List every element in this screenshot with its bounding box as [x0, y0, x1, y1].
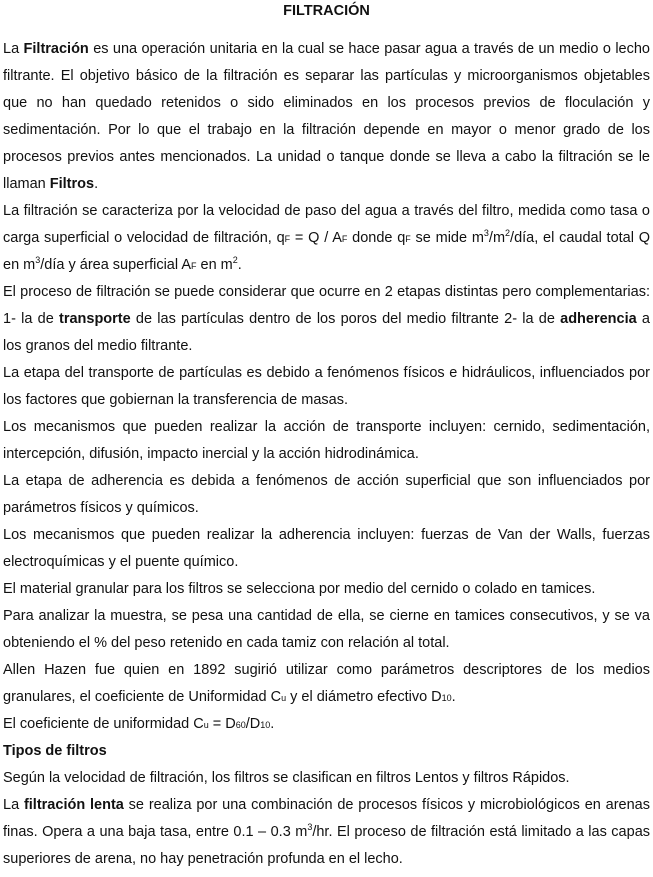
- paragraph-adherence-stage: La etapa de adherencia es debida a fenómenos de acción superficial que son influenciados por parámetros físicos y químicos.: [3, 473, 650, 516]
- paragraph-hazen: Allen Hazen fue quien en 1892 sugirió utilizar como parámetros descriptores de los medios granulares, el coeficiente de Uniformidad Cu y el diámetro efectivo D10.: [3, 662, 650, 705]
- paragraph-definition: La Filtración es una operación unitaria en la cual se hace pasar agua a través de un medio o lecho filtrante. El objetivo básico de la filtración es separar las partículas y microorganismos objetables que no han quedado retenidos o sido eliminados en los procesos previos de floculación y sedimentación. Por lo que el trabajo en la filtración depende en mayor o menor grado de los procesos previos antes mencionados. La unidad o tanque donde se lleva a cabo la filtración se le llaman Filtros.: [3, 41, 650, 192]
- document-body: [3, 36, 650, 873]
- term-filtracion: Filtración: [23, 41, 89, 57]
- paragraph-sample-analysis: Para analizar la muestra, se pesa una cantidad de ella, se cierne en tamices consecutivos, y se va obteniendo el % del peso retenido en cada tamiz con relación al total.: [3, 608, 650, 651]
- paragraph-transport-mechanisms: Los mecanismos que pueden realizar la acción de transporte incluyen: cernido, sedimentación, intercepción, difusión, impacto inercial y la acción hidrodinámica.: [3, 419, 650, 462]
- section-heading-filter-types: Tipos de filtros: [3, 743, 107, 759]
- paragraph-velocity: La filtración se caracteriza por la velocidad de paso del agua a través del filtro, medida como tasa o carga superficial o velocidad de filtración, qF = Q / AF donde qF se mide $m^3/m^2$/día, el caudal total Q en $m^3$/día y área superficial AF en $m^2$.: [3, 203, 651, 273]
- paragraph-granular-material: El material granular para los filtros se selecciona por medio del cernido o colado en tamices.: [3, 581, 596, 597]
- paragraph-stages: El proceso de filtración se puede considerar que ocurre en 2 etapas distintas pero complementarias: 1- la de transporte de las partículas dentro de los poros del medio filtrante 2- la de adherencia a los granos del medio filtrante.: [3, 284, 650, 354]
- term-filtracion-lenta: filtración lenta: [23, 797, 124, 813]
- paragraph-uniformity-coefficient: El coeficiente de uniformidad Cu = D60/D10.: [3, 716, 275, 732]
- paragraph-slow-filtration: La filtración lenta se realiza por una combinación de procesos físicos y microbiológicos en arenas finas. Opera a una baja tasa, entre 0.1 – 0.3 $m^3/hr$. El proceso de filtración está limitado a las capas superiores de arena, no hay penetración profunda en el lecho.: [3, 797, 651, 867]
- document-title: FILTRACIÓN: [283, 3, 370, 19]
- paragraph-classification: Según la velocidad de filtración, los filtros se clasifican en filtros Lentos y filtros Rápidos.: [3, 770, 570, 786]
- paragraph-transport-stage: La etapa del transporte de partículas es debido a fenómenos físicos e hidráulicos, influenciados por los factores que gobiernan la transferencia de masas.: [3, 365, 650, 408]
- term-filtros: Filtros: [49, 176, 95, 192]
- term-transporte: transporte: [58, 311, 131, 327]
- paragraph-adherence-mechanisms: Los mecanismos que pueden realizar la adherencia incluyen: fuerzas de Van der Walls, fuerzas electroquímicas y el puente químico.: [3, 527, 650, 570]
- term-adherencia: adherencia: [560, 311, 637, 327]
